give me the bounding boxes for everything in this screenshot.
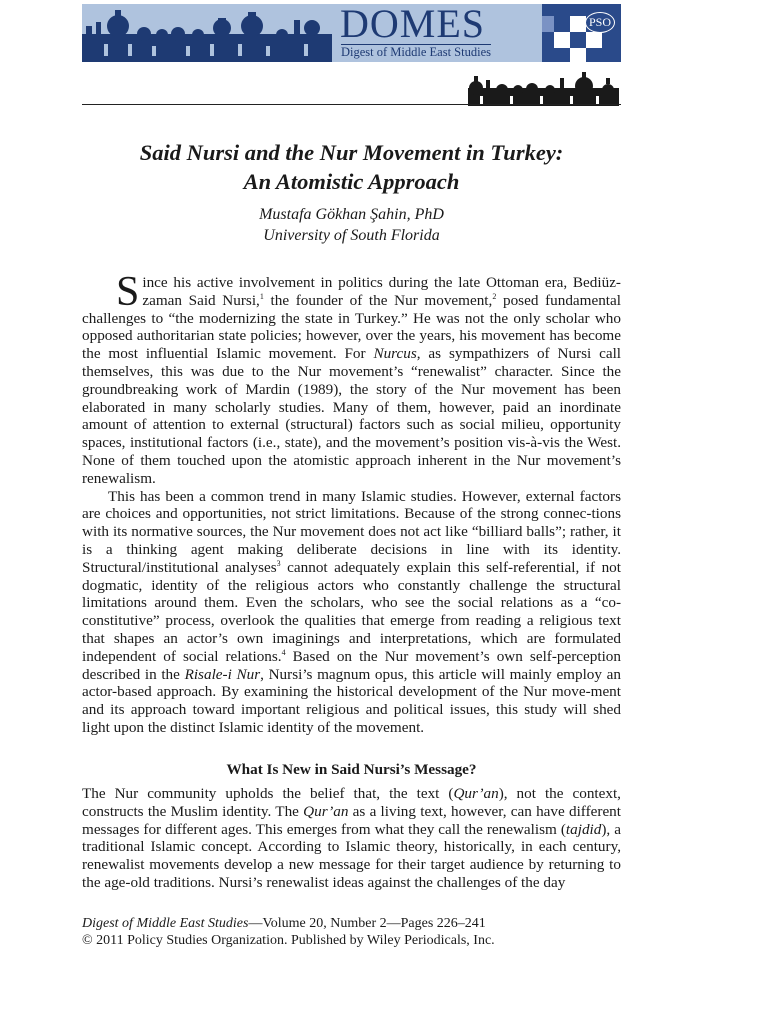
- title-line-2: An Atomistic Approach: [243, 169, 460, 194]
- author-name: Mustafa Gökhan Şahin, PhD: [259, 206, 444, 223]
- paragraph-2: [82, 488, 621, 737]
- pso-logo: [542, 4, 621, 62]
- section-heading: What Is New in Said Nursi’s Message?: [226, 761, 477, 778]
- emphasis: Nurcus: [373, 345, 417, 363]
- paragraph-3: [82, 785, 621, 892]
- text-run: Based on the Nur movement’s own self-perception described in the: [82, 647, 621, 683]
- journal-banner: [82, 1, 621, 62]
- journal-brand: DOMES: [340, 1, 486, 46]
- footnote-ref[interactable]: 2: [492, 291, 497, 301]
- section-body: [82, 785, 621, 892]
- page-footer: [82, 915, 621, 949]
- footnote-ref[interactable]: 4: [281, 647, 286, 657]
- pso-label: PSO: [585, 12, 615, 33]
- drop-cap: S: [116, 269, 140, 315]
- text-run: , Nursi’s magnum opus, this article will mainly employ an actor-based approach. By examining the historical development of the Nur move-ment and its approach toward important religious and political issues, this study will shed light upon the distinct Islamic identity of the movement.: [82, 665, 621, 736]
- footnote-ref[interactable]: 3: [276, 558, 281, 568]
- text-run: as a living text, however, can have different messages for different ages. This emerges from what they call the renewalism (: [82, 802, 621, 838]
- emphasis: tajdid: [565, 820, 602, 838]
- copyright-line: © 2011 Policy Studies Organization. Published by Wiley Periodicals, Inc.: [82, 933, 495, 948]
- header-rule: [82, 104, 621, 105]
- author-block: [82, 204, 621, 246]
- skyline-illustration: [82, 4, 332, 62]
- text-run: cannot adequately explain this self-referential, if not dogmatic, identity of the religious actors who constantly challenge the structural limitations around them. Even the scholars, who see the social relations as a “co-constitutive” process, overlook the qualities that emerge from reading a religious text that shapes an actor’s own imaginings and interpretations, which are formulated independent of social relations.: [82, 558, 621, 665]
- text-run: posed fundamental challenges to “the modernizing the state in Turkey.” He was not the only scholar who opposed authoritarian state policies; however, over the years, his movement has become the most influential Islamic movement. For: [82, 291, 621, 363]
- text-run: ince his active involvement in politics during the late Ottoman era, Bediüz-zaman Said Nursi,: [142, 274, 621, 309]
- emphasis: Qur’an: [453, 785, 499, 802]
- journal-subtitle: Digest of Middle East Studies: [341, 45, 491, 59]
- text-run: , as sympathizers of Nursi call themselves, this was due to the Nur movement’s “renewalist” character. Since the groundbreaking work of Mardin (1989), the story of the Nur movement has been elaborated in many scholarly studies. Many of them, however, paid an inordinate amount of attention to external (structural) factors such as social milieu, opportunity spaces, institutional factors (i.e., state), and the movement’s position vis-à-vis the West. None of them touched upon the atomistic approach inherent in the Nur movement’s renewalism.: [82, 345, 622, 487]
- text-run: The Nur community upholds the belief that, the text (: [82, 785, 454, 802]
- text-run: This has been a common trend in many Islamic studies. However, external factors are choices and opportunities, not strict limitations. Because of the strong connec-tions with its normative sources, the Nur movement does not act like “billiard balls”; rather, it is a thinking agent making deliberate decisions in line with its identity. Structural/institutional analyses: [82, 487, 621, 576]
- journal-name: Digest of Middle East Studies: [82, 916, 249, 931]
- article-title: [82, 138, 621, 196]
- article-body: [82, 269, 622, 737]
- paragraph-1: [82, 269, 622, 488]
- citation-line: [82, 915, 621, 932]
- checker-pattern-icon: [542, 4, 621, 62]
- emphasis: Risale-i Nur: [184, 665, 261, 683]
- title-line-1: Said Nursi and the Nur Movement in Turkey:: [139, 140, 564, 165]
- author-affiliation: University of South Florida: [263, 227, 440, 244]
- text-run: the founder of the Nur movement,: [263, 291, 493, 309]
- emphasis: Qur’an: [303, 802, 349, 820]
- text-run: ), a traditional Islamic concept. According to Islamic theory, historically, in each century, renewalist movements develop a new message for their target audience by returning to the age-old traditions. Nursi’s renewalist ideas against the challenges of the day: [82, 820, 621, 891]
- text-run: ), not the context, constructs the Muslim identity. The: [82, 785, 621, 820]
- volume-info: —Volume 20, Number 2—Pages 226–241: [248, 916, 486, 931]
- footnote-ref[interactable]: 1: [259, 291, 264, 301]
- small-skyline-illustration: [466, 70, 621, 106]
